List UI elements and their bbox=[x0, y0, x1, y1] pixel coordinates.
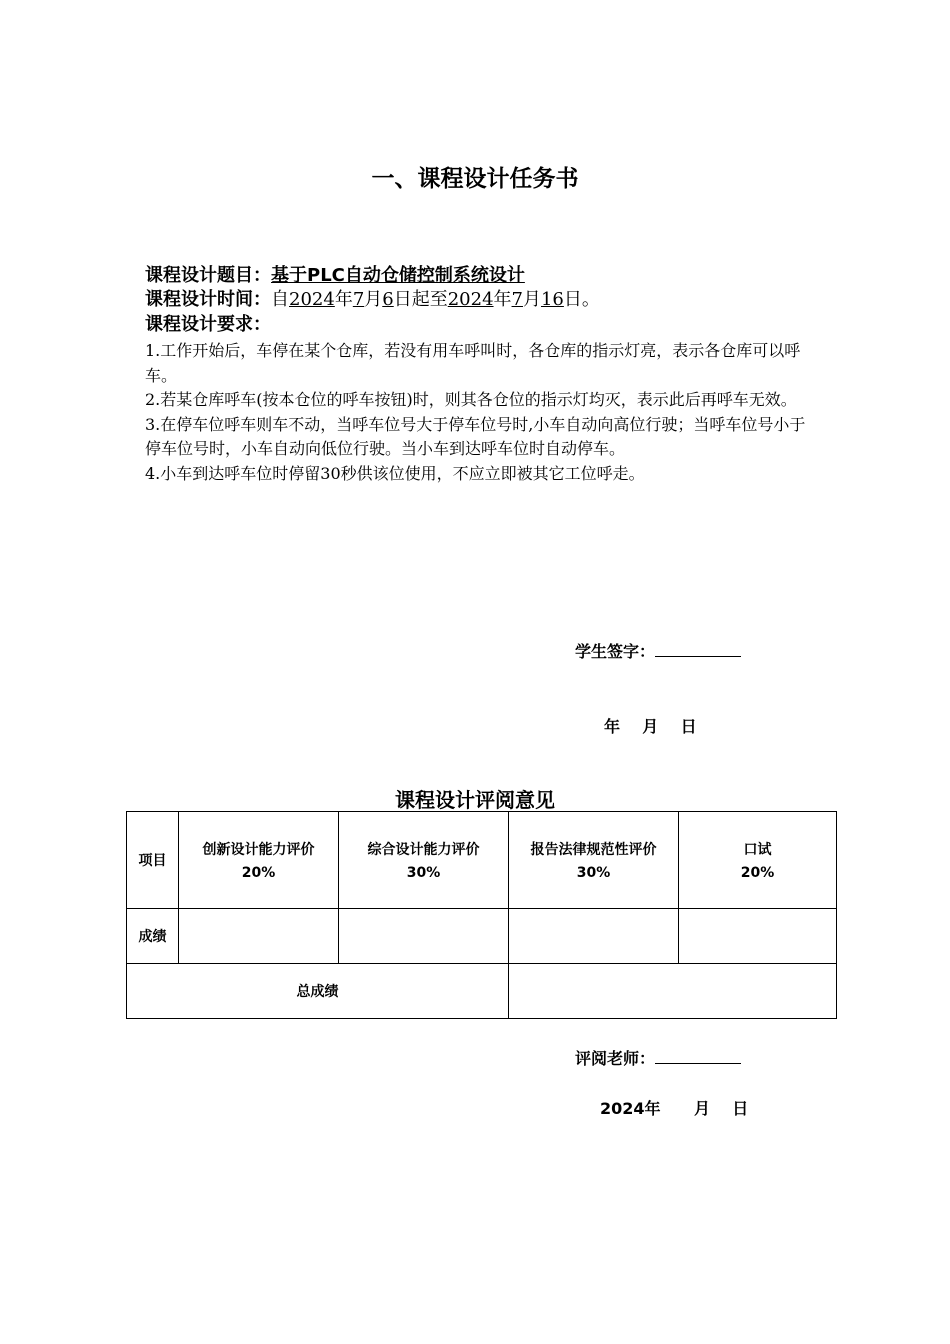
day-end: 日。 bbox=[563, 289, 600, 310]
total-row bbox=[127, 964, 837, 1019]
month-char-1: 月 bbox=[364, 289, 383, 310]
total-score-cell[interactable] bbox=[509, 964, 837, 1019]
criterion-name: 口试 bbox=[743, 842, 772, 858]
year-char-1: 年 bbox=[334, 289, 353, 310]
criterion-cell bbox=[509, 812, 679, 909]
topic-value: 基于PLC自动仓储控制系统设计 bbox=[271, 265, 525, 286]
end-year: 2024 bbox=[447, 289, 494, 310]
table-header-row bbox=[127, 812, 837, 909]
start-month: 7 bbox=[352, 289, 365, 310]
time-line bbox=[145, 288, 600, 312]
criterion-cell bbox=[679, 812, 837, 909]
time-label: 课程设计时间： bbox=[145, 289, 271, 310]
score-label: 成绩 bbox=[127, 909, 179, 964]
total-label: 总成绩 bbox=[127, 964, 509, 1019]
student-date: 年 月 日 bbox=[604, 717, 697, 736]
review-title: 课程设计评阅意见 bbox=[395, 788, 555, 812]
requirements-list bbox=[145, 339, 815, 486]
month-char-2: 月 bbox=[522, 289, 541, 310]
header-item: 项目 bbox=[127, 812, 179, 909]
criterion-weight: 20% bbox=[241, 865, 276, 881]
score-cell[interactable] bbox=[509, 909, 679, 964]
requirements-label: 课程设计要求： bbox=[145, 314, 271, 335]
time-from: 自 bbox=[271, 289, 289, 310]
student-signature-label: 学生签字： bbox=[575, 642, 656, 661]
topic-label: 课程设计题目： bbox=[145, 265, 271, 286]
requirement-item: 4.小车到达呼车位时停留30秒供该位使用，不应立即被其它工位呼走。 bbox=[145, 463, 645, 483]
criterion-weight: 30% bbox=[406, 865, 441, 881]
requirement-item: 1.工作开始后，车停在某个仓库，若没有用车呼叫时，各仓库的指示灯亮，表示各仓库可以呼车。 bbox=[145, 341, 801, 385]
end-day: 16 bbox=[540, 289, 564, 310]
criterion-name: 综合设计能力评价 bbox=[367, 842, 480, 858]
criterion-name: 报告法律规范性评价 bbox=[530, 842, 657, 858]
topic-line bbox=[145, 264, 525, 288]
score-cell[interactable] bbox=[679, 909, 837, 964]
grade-table bbox=[126, 811, 837, 1019]
criterion-weight: 30% bbox=[576, 865, 611, 881]
criterion-cell bbox=[339, 812, 509, 909]
reviewer-date: 2024年 月 日 bbox=[600, 1099, 749, 1118]
requirement-item: 3.在停车位呼车则车不动，当呼车位号大于停车位号时,小车自动向高位行驶；当呼车位号小于停车位号时，小车自动向低位行驶。当小车到达呼车位时自动停车。 bbox=[145, 414, 806, 458]
criterion-weight: 20% bbox=[740, 865, 775, 881]
score-cell[interactable] bbox=[179, 909, 339, 964]
score-cell[interactable] bbox=[339, 909, 509, 964]
criterion-name: 创新设计能力评价 bbox=[202, 842, 315, 858]
criterion-cell bbox=[179, 812, 339, 909]
student-signature bbox=[575, 639, 741, 662]
score-row bbox=[127, 909, 837, 964]
reviewer-signature-blank[interactable] bbox=[655, 1049, 741, 1064]
end-month: 7 bbox=[511, 289, 523, 310]
reviewer-signature bbox=[575, 1046, 741, 1069]
start-year: 2024 bbox=[289, 289, 335, 310]
page-title: 一、课程设计任务书 bbox=[371, 166, 579, 192]
day-mid: 日起至 bbox=[393, 289, 448, 310]
year-char-2: 年 bbox=[493, 289, 512, 310]
student-signature-blank[interactable] bbox=[655, 642, 741, 657]
reviewer-label: 评阅老师： bbox=[575, 1049, 656, 1068]
start-day: 6 bbox=[382, 289, 394, 310]
requirement-item: 2.若某仓库呼车(按本仓位的呼车按钮)时，则其各仓位的指示灯均灭，表示此后再呼车无效。 bbox=[145, 390, 797, 409]
